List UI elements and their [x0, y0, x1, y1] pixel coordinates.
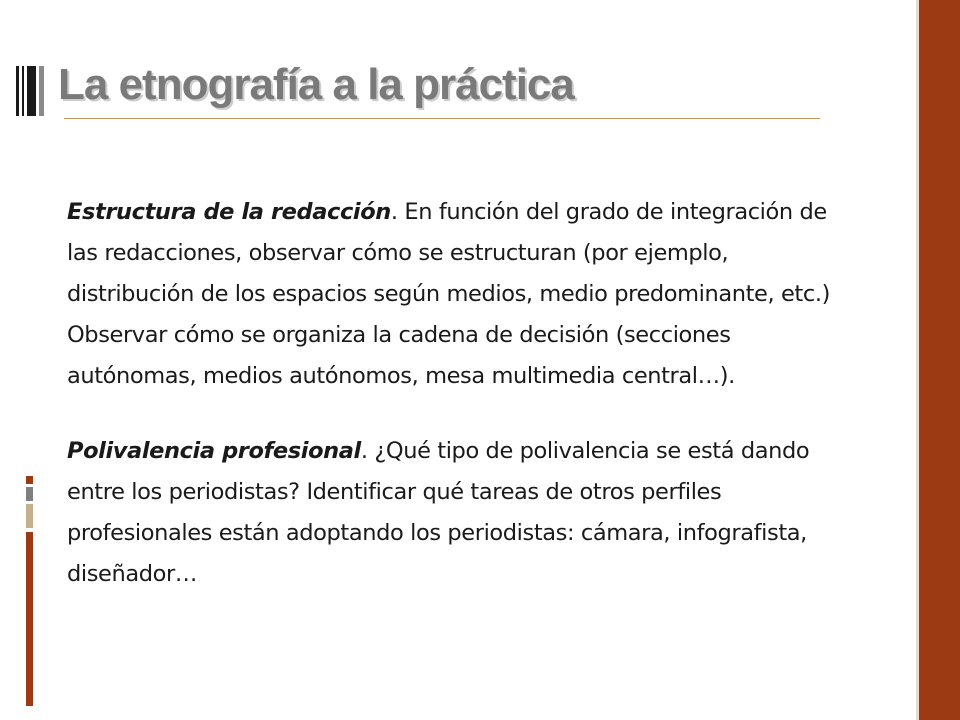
slide-body [67, 192, 857, 595]
slide-title: La etnografía a la práctica [58, 60, 574, 109]
paragraph-structure [67, 192, 857, 397]
right-accent-band [919, 0, 960, 720]
left-accent-bars [26, 476, 34, 706]
term-structure: Estructura de la redacción [67, 199, 391, 225]
term-polyvalence: Polivalencia profesional [67, 438, 361, 464]
paragraph-structure-text: . En función del grado de integración de las redacciones, observar cómo se estructuran (por ejemplo, distribución de los espacios según medios, medio predominante, etc.) Observar cómo se organiza la cadena de decisión (secciones autónomas, medios autónomos, mesa multimedia central…). [67, 199, 830, 389]
paragraph-polyvalence [67, 431, 857, 595]
paragraph-polyvalence-text: . ¿Qué tipo de polivalencia se está dando entre los periodistas? Identificar qué tareas de otros perfiles profesionales están adoptando los periodistas: cámara, infografista, diseñador… [67, 438, 810, 587]
title-underline [64, 118, 820, 119]
title-accent-bars [16, 66, 56, 116]
